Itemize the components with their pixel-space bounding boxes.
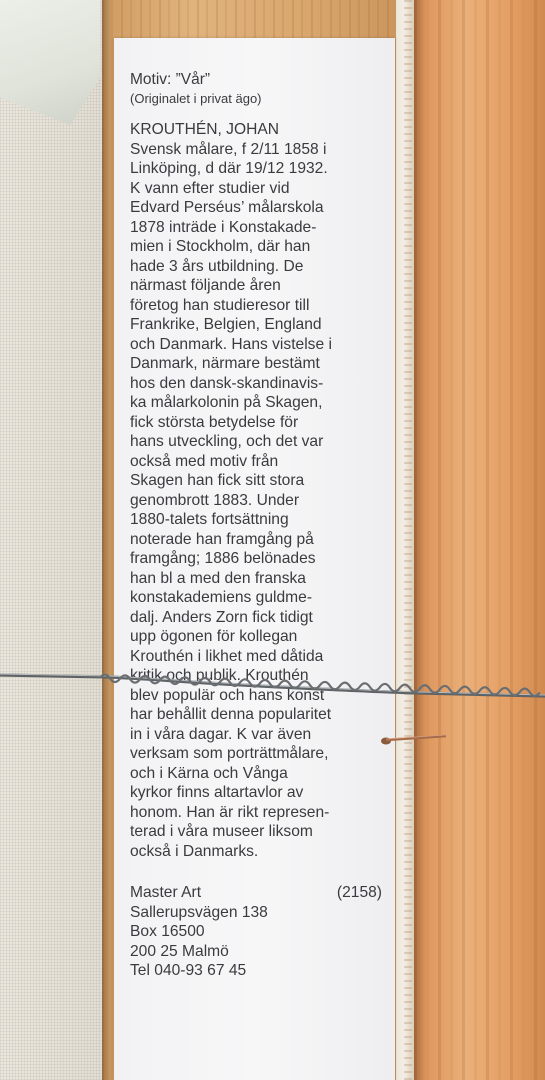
bio-line: närmast följande åren <box>130 277 281 294</box>
bio-line: framgång; 1886 belönades <box>130 550 316 567</box>
bio-line: blev populär och hans konst <box>130 686 325 704</box>
bio-line: Frankrike, Belgien, England <box>130 316 322 333</box>
stretcher-shadow <box>102 0 112 1080</box>
bio-line: honom. Han är rikt represen- <box>130 803 330 821</box>
bio-line: hade 3 års utbildning. De <box>130 257 304 275</box>
publisher-street: Sallerupsvägen 138 <box>130 903 268 921</box>
publisher-name: Master Art <box>130 884 202 901</box>
canvas-edge-fibers <box>404 0 412 1080</box>
bio-line: 1880-talets fortsättning <box>130 511 289 528</box>
bio-line: har behållit denna popularitet <box>130 706 332 723</box>
label-text <box>130 70 385 981</box>
bio-line: också i Danmarks. <box>130 842 259 860</box>
frame-shadow <box>414 0 426 1080</box>
bio-line: och Danmark. Hans vistelse i <box>130 335 332 353</box>
bio-line: Danmark, närmare bestämt <box>130 355 320 372</box>
frame-molding <box>414 0 545 1080</box>
bio-line: hos den dansk-skandinavis- <box>130 374 324 392</box>
bio-line: konstakademiens guldme- <box>130 589 313 606</box>
publisher-box: Box 16500 <box>130 923 205 940</box>
bio-line: ka målarkolonin på Skagen, <box>130 394 323 411</box>
bio-line: Krouthén i likhet med dåtida <box>130 647 324 665</box>
publisher-city: 200 25 Malmö <box>130 942 229 960</box>
label-motif: Motiv: ”Vår” <box>130 71 211 88</box>
bio-line: Edvard Perséus’ målarskola <box>130 199 324 216</box>
bio-line: genombrott 1883. Under <box>130 491 300 509</box>
bio-line: Skagen han fick sitt stora <box>130 472 305 489</box>
bio-line: dalj. Anders Zorn fick tidigt <box>130 608 313 626</box>
bio-line: han bl a med den franska <box>130 569 306 587</box>
print-code: (2158) <box>336 884 382 901</box>
bio-line: mien i Stockholm, där han <box>130 238 311 255</box>
publisher-phone: Tel 040-93 67 45 <box>130 962 247 979</box>
bio-line: Svensk målare, f 2/11 1858 i <box>130 140 327 158</box>
bio-line: också med motiv från <box>130 452 279 470</box>
publisher-block <box>130 883 385 981</box>
bio-line: fick största betydelse för <box>130 413 299 431</box>
bio-line: verksam som porträttmålare, <box>130 745 329 762</box>
bio-line: K vann efter studier vid <box>130 179 290 197</box>
label-original-note: (Originalet i privat ägo) <box>130 91 262 106</box>
bio-line: KROUTHÉN, JOHAN <box>130 121 280 138</box>
bio-line: upp ögonen för kollegan <box>130 628 298 645</box>
bio-line: företog han studieresor till <box>130 296 310 314</box>
bio-line: Linköping, d där 19/12 1932. <box>130 160 328 177</box>
bio-line: kyrkor finns altartavlor av <box>130 784 304 801</box>
canvas-fabric <box>0 0 112 1080</box>
artist-biography <box>130 120 385 861</box>
bio-line: terad i våra museer liksom <box>130 823 313 840</box>
bio-line: in i våra dagar. K var även <box>130 725 312 743</box>
bio-line: kritik och publik. Krouthén <box>130 667 309 684</box>
tack-nail <box>380 732 450 746</box>
bio-line: noterade han framgång på <box>130 530 314 548</box>
bio-line: och i Kärna och Vånga <box>130 764 288 782</box>
bio-line: hans utveckling, och det var <box>130 433 324 450</box>
bio-line: 1878 inträde i Konstakade- <box>130 218 317 236</box>
artwork-label <box>114 38 395 1080</box>
